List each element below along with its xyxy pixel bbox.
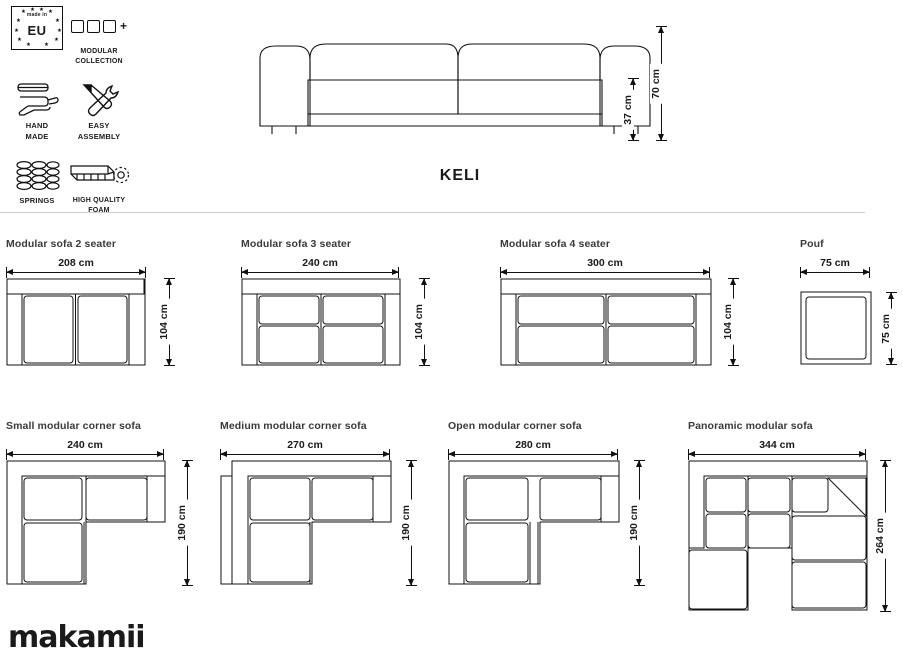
eu-flag-icon [11, 6, 63, 50]
badge-row-2 [6, 80, 146, 141]
badge-modular-line2: COLLECTION [75, 58, 123, 66]
depth-dimension [874, 460, 896, 612]
depth-value: 104 cm [413, 299, 425, 345]
product-medium-modular-corner-sofa [220, 420, 435, 595]
product-modular-sofa-3-seater [241, 238, 436, 373]
badge-row-1 [6, 6, 146, 66]
width-dimension [800, 258, 870, 278]
product-small-modular-corner-sofa [6, 420, 206, 595]
badge-foam-line2: FOAM [88, 207, 110, 215]
badge-easy-assembly-line2: ASSEMBLY [77, 131, 121, 141]
product-title: Medium modular corner sofa [220, 420, 367, 432]
width-value: 208 cm [53, 257, 99, 269]
badge-easy-assembly-line1: EASY [88, 121, 110, 131]
width-value: 270 cm [282, 439, 328, 451]
badge-row-3 [6, 155, 146, 215]
width-value: 240 cm [297, 257, 343, 269]
plan-drawing [800, 278, 900, 373]
badge-hand-made [6, 80, 68, 141]
width-dimension [688, 440, 866, 460]
plan-drawing [448, 460, 653, 595]
product-title: Open modular corner sofa [448, 420, 582, 432]
section-divider [0, 212, 865, 213]
width-value: 240 cm [62, 439, 108, 451]
width-value: 75 cm [815, 257, 855, 269]
badge-springs [6, 155, 68, 206]
badge-easy-assembly [68, 80, 130, 141]
depth-value: 104 cm [158, 299, 170, 345]
depth-dimension [413, 278, 435, 366]
plan-drawing [6, 460, 206, 595]
depth-dimension [400, 460, 422, 586]
width-dimension [6, 258, 146, 278]
product-title: Modular sofa 2 seater [6, 238, 117, 250]
plan-drawing [241, 278, 436, 373]
plan-drawing [6, 278, 181, 373]
product-title: Modular sofa 4 seater [500, 238, 611, 250]
keli-sofa-drawing [250, 18, 670, 138]
eu-made-in-label: made in [26, 12, 48, 18]
depth-value: 190 cm [628, 500, 640, 546]
depth-value: 190 cm [400, 500, 412, 546]
depth-value: 190 cm [176, 500, 188, 546]
badge-modular-line1: MODULAR [80, 48, 118, 55]
depth-dimension [176, 460, 198, 586]
badge-foam-line1: HIGH QUALITY [72, 197, 126, 205]
product-open-modular-corner-sofa [448, 420, 653, 595]
product-title: Modular sofa 3 seater [241, 238, 352, 250]
width-dimension [500, 258, 710, 278]
width-dimension [448, 440, 618, 460]
hero-height-total-value: 70 cm [650, 64, 662, 104]
hero-sofa-front-view [250, 18, 670, 185]
width-value: 300 cm [582, 257, 628, 269]
product-pouf [800, 238, 900, 373]
plan-drawing [688, 460, 903, 620]
hand-icon [14, 80, 60, 120]
depth-value: 75 cm [880, 309, 892, 349]
width-value: 280 cm [510, 439, 556, 451]
width-dimension [6, 440, 164, 460]
width-dimension [220, 440, 390, 460]
badge-made-in-eu [6, 6, 68, 50]
page-title: KELI [439, 167, 481, 184]
depth-dimension [722, 278, 744, 366]
product-title: Pouf [800, 238, 824, 250]
foam-icon [68, 155, 130, 195]
depth-dimension [880, 292, 902, 365]
plan-drawing [220, 460, 435, 595]
eu-label: EU [27, 22, 47, 38]
depth-dimension [158, 278, 180, 366]
badge-high-quality-foam [68, 155, 130, 215]
width-value: 344 cm [754, 439, 800, 451]
hero-height-seat-value: 37 cm [622, 90, 634, 130]
badge-modular-collection [68, 6, 130, 66]
product-panoramic-modular-sofa [688, 420, 903, 620]
depth-value: 264 cm [874, 513, 886, 559]
hero-height-total-dimension [650, 26, 672, 141]
springs-icon [14, 155, 60, 195]
depth-value: 104 cm [722, 299, 734, 345]
product-modular-sofa-2-seater [6, 238, 181, 373]
badge-hand-made-line1: HAND [25, 121, 49, 131]
feature-badges [6, 6, 146, 229]
eu-stars: ★ ★ ★ ★ ★ ★ ★ ★ ★ ★ ★ ★ [14, 7, 62, 48]
width-dimension [241, 258, 399, 278]
hero-height-seat-dimension [622, 78, 644, 141]
tools-icon [78, 80, 120, 120]
product-modular-sofa-4-seater [500, 238, 740, 373]
modular-squares-icon: + [71, 6, 127, 46]
badge-springs-line1: SPRINGS [19, 196, 55, 206]
badge-hand-made-line2: MADE [25, 131, 49, 141]
plan-drawing [500, 278, 740, 373]
product-title: Panoramic modular sofa [688, 420, 813, 432]
brand-logo: makamii [8, 620, 145, 655]
depth-dimension [628, 460, 650, 586]
product-title: Small modular corner sofa [6, 420, 141, 432]
